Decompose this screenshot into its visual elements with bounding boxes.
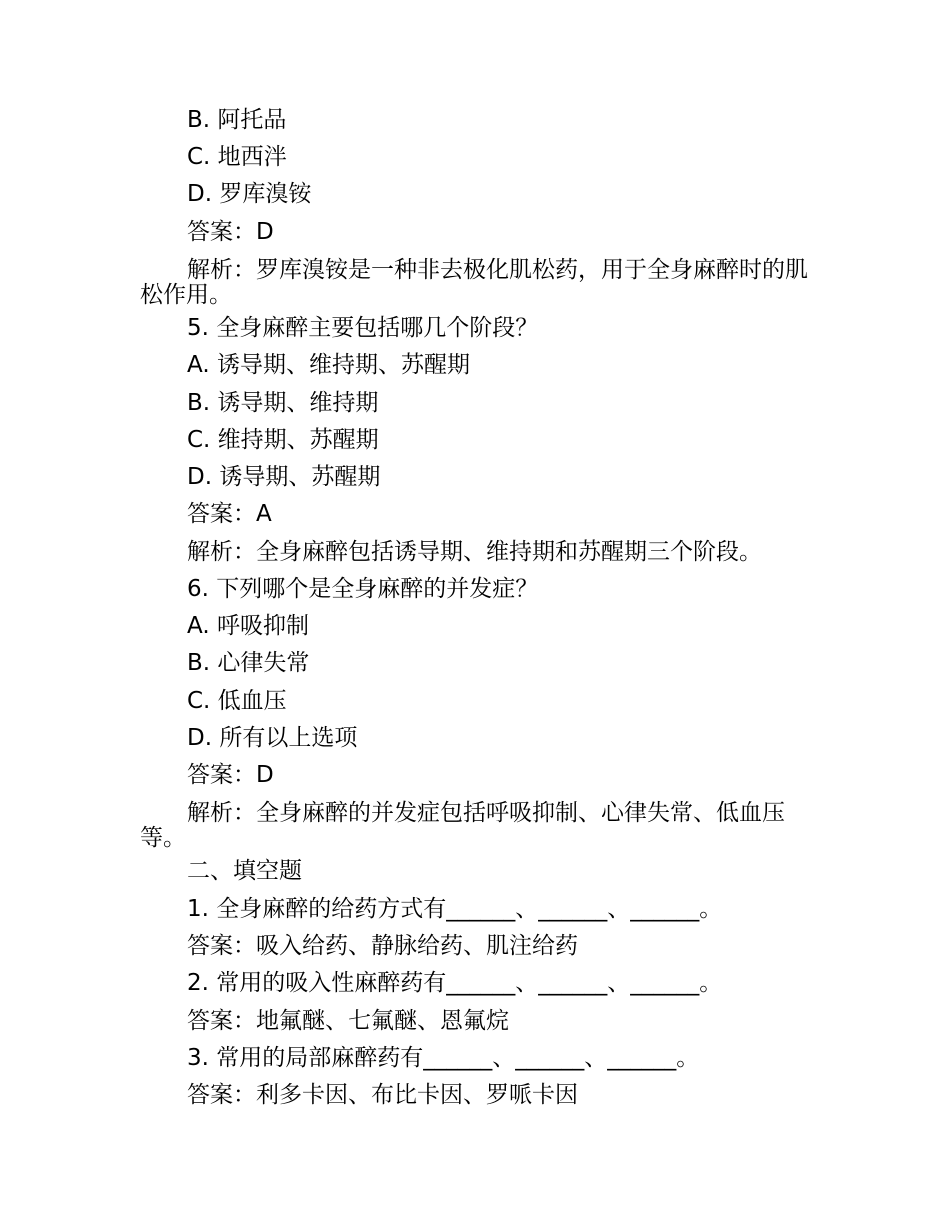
fill-question-3: 3. 常用的局部麻醉药有______、______、______。 (187, 1045, 700, 1071)
answer-q4: 答案：D (187, 219, 274, 245)
option-a-q6: A. 呼吸抑制 (187, 613, 309, 639)
option-d-q4: D. 罗库溴铵 (187, 181, 312, 207)
option-c-q4: C. 地西泮 (187, 144, 287, 170)
question-6: 6. 下列哪个是全身麻醉的并发症？ (187, 576, 539, 602)
explanation-q6: 解析：全身麻醉的并发症包括呼吸抑制、心律失常、低血压等。 (140, 800, 785, 851)
option-b-q6: B. 心律失常 (187, 650, 310, 676)
answer-q5: 答案：A (187, 501, 272, 527)
option-b-q4: B. 阿托品 (187, 107, 287, 133)
fill-answer-3: 答案：利多卡因、布比卡因、罗哌卡因 (187, 1082, 578, 1108)
option-d-q5: D. 诱导期、苏醒期 (187, 464, 381, 490)
option-c-q6: C. 低血压 (187, 688, 287, 714)
fill-answer-2: 答案：地氟醚、七氟醚、恩氟烷 (187, 1008, 509, 1034)
option-c-q5: C. 维持期、苏醒期 (187, 427, 379, 453)
explanation-q5: 解析：全身麻醉包括诱导期、维持期和苏醒期三个阶段。 (187, 539, 762, 565)
question-5: 5. 全身麻醉主要包括哪几个阶段？ (187, 315, 539, 341)
fill-question-2: 2. 常用的吸入性麻醉药有______、______、______。 (187, 970, 723, 996)
fill-question-1: 1. 全身麻醉的给药方式有______、______、______。 (187, 896, 723, 922)
option-d-q6: D. 所有以上选项 (187, 725, 358, 751)
answer-q6: 答案：D (187, 762, 274, 788)
option-a-q5: A. 诱导期、维持期、苏醒期 (187, 352, 470, 378)
fill-answer-1: 答案：吸入给药、静脉给药、肌注给药 (187, 933, 578, 959)
explanation-q4: 解析：罗库溴铵是一种非去极化肌松药，用于全身麻醉时的肌松作用。 (140, 257, 808, 308)
option-b-q5: B. 诱导期、维持期 (187, 390, 379, 416)
section-heading-fill-in: 二、填空题 (187, 858, 302, 884)
